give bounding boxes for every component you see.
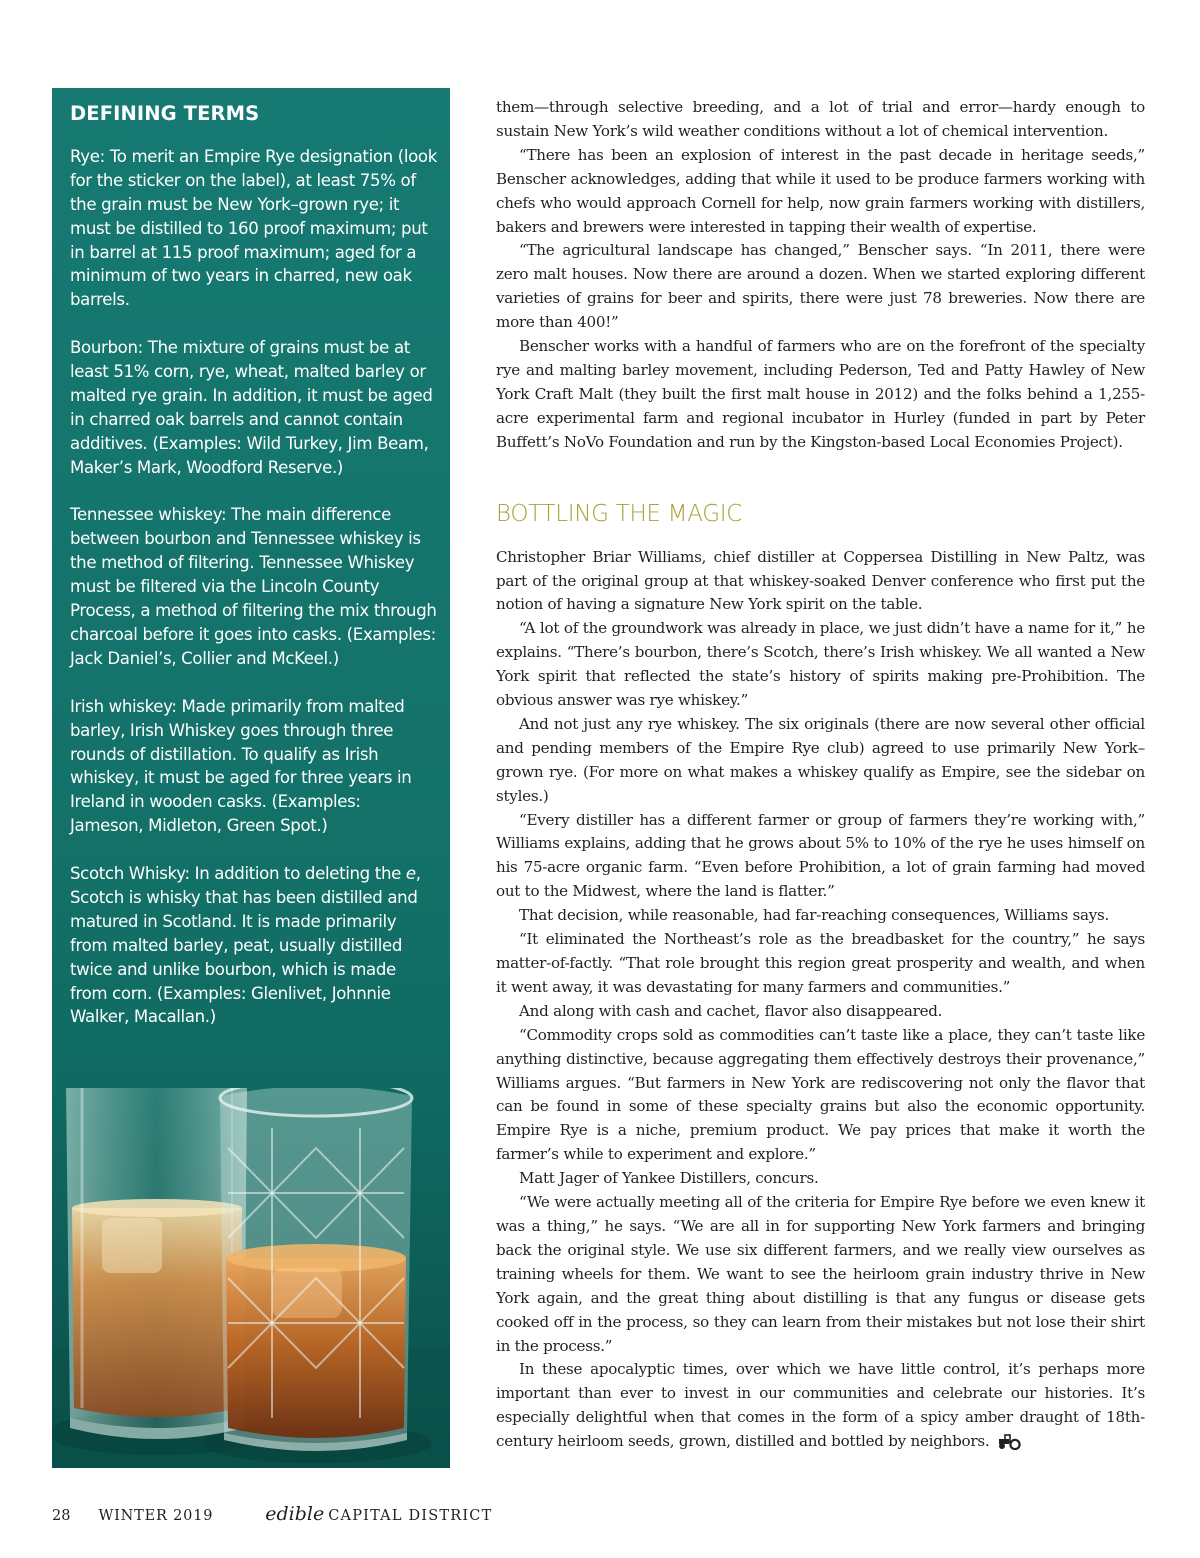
- issue-date: WINTER 2019: [98, 1508, 214, 1524]
- tractor-icon: [997, 1434, 1021, 1450]
- article-paragraph: And not just any rye whiskey. The six originals (there are now several other official and pending members of the Empire Rye club) agreed to use primarily New York–grown rye. (For more on what makes a whiskey qualify as Empire, see the sidebar on styles.): [496, 714, 1145, 805]
- right-glass: [220, 1088, 412, 1451]
- term-bourbon: Bourbon: The mixture of grains must be at least 51% corn, rye, wheat, malted barley or malted rye grain. In addition, it must be aged in charred oak barrels and cannot contain additives. (Examples: Wild Turkey, Jim Beam, Maker’s Mark, Woodford Reserve.): [70, 338, 433, 477]
- defining-terms-sidebar: [52, 88, 450, 1468]
- article-paragraph: “There has been an explosion of interest in the past decade in heritage seeds,” Benscher acknowledges, adding that while it used to be produce farmers working with chefs who would approach Cornell for help, now grain farmers working with distillers, bakers and brewers were interested in tapping their wealth of expertise.: [496, 145, 1145, 236]
- whiskey-glasses-photo: [52, 1088, 450, 1468]
- article-paragraph: “Every distiller has a different farmer or group of farmers they’re working with,” Williams explains, adding that he grows about 5% to 10% of the rye he uses himself on his 75-acre organic farm. “Even before Prohibition, a lot of grain farming had moved out to the Midwest, where the land is flatter.”: [496, 810, 1145, 901]
- article-paragraph: Matt Jager of Yankee Distillers, concurs.: [519, 1169, 819, 1188]
- article-paragraph: “A lot of the groundwork was already in place, we just didn’t have a name for it,” he explains. “There’s bourbon, there’s Scotch, there’s Irish whiskey. We all wanted a New York spirit that reflected the state’s history of spirits making pre-Prohibition. The obvious answer was rye whiskey.”: [496, 619, 1145, 710]
- page-number: 28: [52, 1508, 71, 1524]
- magazine-logo-region: CAPITAL DISTRICT: [328, 1508, 493, 1524]
- term-irish-whiskey: Irish whiskey: Made primarily from malted barley, Irish Whiskey goes through three rounds of distillation. To qualify as Irish whiskey, it must be aged for three years in Ireland in wooden casks. (Examples: Jameson, Midleton, Green Spot.): [70, 696, 412, 836]
- term-tennessee-whiskey: Tennessee whiskey: The main difference between bourbon and Tennessee whiskey is the method of filtering. Tennessee Whiskey must be filtered via the Lincoln County Process, a method of filtering the mix through charcoal before it goes into casks. (Examples: Jack Daniel’s, Collier and McKeel.): [70, 505, 437, 668]
- article-paragraph: Benscher works with a handful of farmers who are on the forefront of the specialty rye and malting barley movement, including Pederson, Ted and Patty Hawley of New York Craft Malt (they built the first malt house in 2012) and the folks behind a 1,255-acre experimental farm and regional incubator in Hurley (funded in part by Peter Buffett’s NoVo Foundation and run by the Kingston-based Local Economies Project).: [496, 337, 1145, 451]
- article-paragraph: “The agricultural landscape has changed,” Benscher says. “In 2011, there were zero malt houses. Now there are around a dozen. When we started exploring different varieties of grains for beer and spirits, there were just 78 breweries. Now there are more than 400!”: [496, 241, 1145, 332]
- magazine-logo-edible: edible: [265, 1503, 325, 1525]
- term-scotch-whisky: Scotch Whisky: In addition to deleting the e, Scotch is whisky that has been distilled and matured in Scotland. It is made primarily from malted barley, peat, usually distilled twice and unlike bourbon, which is made from corn. (Examples: Glenlivet, Johnnie Walker, Macallan.): [70, 864, 421, 1027]
- article-paragraph: And along with cash and cachet, flavor also disappeared.: [519, 1001, 943, 1020]
- section-heading: BOTTLING THE MAGIC: [496, 500, 743, 527]
- article-paragraph: “Commodity crops sold as commodities can’t taste like a place, they can’t taste like anything distinctive, because aggregating them effectively destroys their provenance,” Williams argues. “But farmers in New York are rediscovering not only the flavor that can be found in some of these specialty grains but also the economic opportunity. Empire Rye is a niche, premium product. We pay prices that make it worth the farmer’s while to experiment and explore.”: [496, 1025, 1145, 1164]
- sidebar-text: [70, 102, 438, 1053]
- left-glass: [66, 1088, 247, 1439]
- article-paragraph: them—through selective breeding, and a lot of trial and error—hardy enough to sustain New York’s wild weather conditions without a lot of chemical intervention.: [496, 98, 1145, 140]
- article-paragraph: “We were actually meeting all of the criteria for Empire Rye before we even knew it was a thing,” he says. “We are all in for supporting New York farmers and bringing back the original style. We use six different farmers, and we really view ourselves as training wheels for them. We want to see the heirloom grain industry thrive in New York again, and the great thing about distilling is that any fungus or disease gets cooked off in the process, so they can learn from their mistakes but not lose their shirt in the process.”: [496, 1193, 1145, 1355]
- page-footer: [52, 1503, 492, 1527]
- article-final-paragraph: In these apocalyptic times, over which we have little control, it’s perhaps more important than ever to invest in our communities and celebrate our histories. It’s especially delightful when that comes in the form of a spicy amber draught of 18th-century heirloom seeds, grown, distilled and bottled by neighbors.: [496, 1360, 1145, 1451]
- article-paragraph: “It eliminated the Northeast’s role as the breadbasket for the country,” he says matter-of-factly. “That role brought this region great prosperity and wealth, and when it went away, it was devastating for many farmers and communities.”: [496, 930, 1145, 996]
- article-body: [496, 96, 1145, 1454]
- article-paragraph: That decision, while reasonable, had far-reaching consequences, Williams says.: [519, 906, 1110, 925]
- term-rye: Rye: To merit an Empire Rye designation (look for the sticker on the label), at least 75% of the grain must be New York–grown rye; it must be distilled to 160 proof maximum; put in barrel at 115 proof maximum; aged for a minimum of two years in charred, new oak barrels.: [70, 146, 437, 310]
- sidebar-title: DEFINING TERMS: [70, 102, 260, 125]
- article-paragraph: Christopher Briar Williams, chief distiller at Coppersea Distilling in New Paltz, was part of the original group at that whiskey-soaked Denver conference who first put the notion of having a signature New York spirit on the table.: [496, 547, 1145, 614]
